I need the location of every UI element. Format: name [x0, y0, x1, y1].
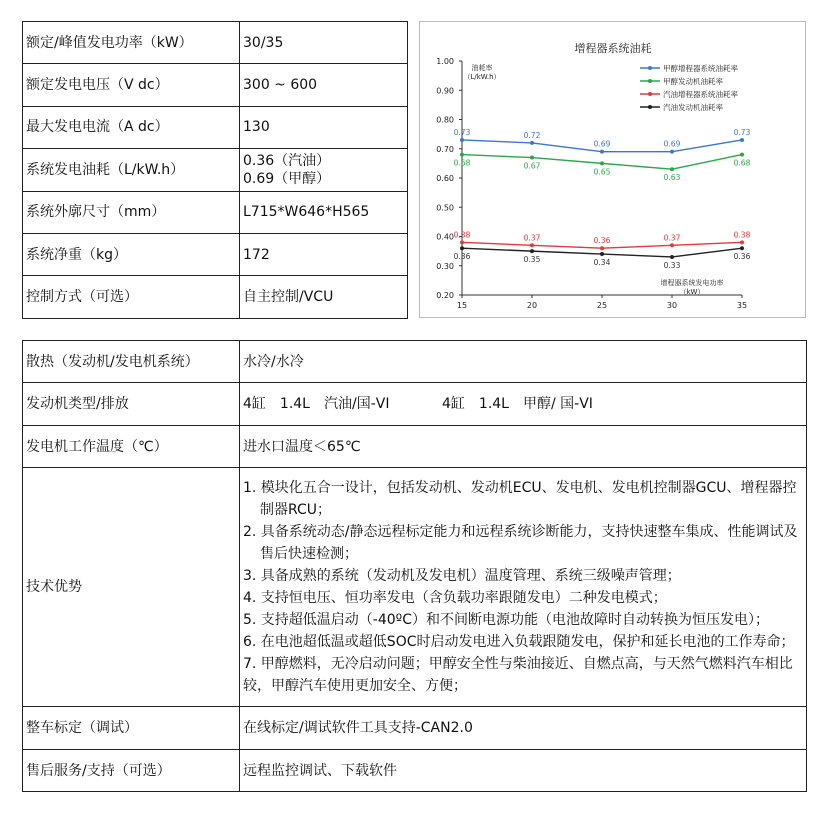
data-label: 0.36: [733, 252, 751, 262]
legend-label: 甲醇发动机油耗率: [663, 77, 723, 86]
data-point: [670, 243, 674, 247]
table-row: [23, 383, 807, 426]
spec-value: 130: [240, 106, 408, 148]
spec-key: 技术优势: [23, 468, 240, 707]
data-point: [740, 138, 744, 142]
spec-value: [240, 383, 807, 426]
spec-key: 售后服务/支持（可选）: [23, 750, 240, 792]
data-point: [740, 153, 744, 157]
data-label: 0.33: [663, 260, 681, 270]
spec-value: [240, 468, 807, 707]
data-label: 0.68: [733, 158, 751, 168]
x-tick-label: 15: [456, 301, 468, 310]
legend-marker: [648, 92, 652, 96]
data-label: 0.38: [733, 230, 751, 240]
engine-gasoline: 4缸 1.4L 汽油/国-VI: [243, 396, 390, 412]
legend-label: 甲醇增程器系统油耗率: [663, 64, 738, 73]
legend-marker: [648, 105, 652, 109]
spec-table-bottom: [22, 340, 807, 792]
data-label: 0.73: [733, 127, 751, 137]
spec-value: 在线标定/调试软件工具支持-CAN2.0: [240, 707, 807, 750]
spec-value: 300 ~ 600: [240, 64, 408, 106]
fuel-consumption-chart: [419, 21, 806, 318]
y-tick-label: 0.40: [436, 232, 454, 242]
x-tick-label: 25: [596, 301, 608, 310]
list-item: 5. 支持超低温启动（-40ºC）和不间断电源功能（电池故障时自动转换为恒压发电）；: [243, 612, 770, 628]
legend-marker: [648, 79, 652, 83]
data-label: 0.67: [523, 161, 541, 171]
spec-table-top: [22, 21, 408, 319]
data-point: [460, 153, 464, 157]
spec-value: 进水口温度＜65℃: [240, 426, 807, 468]
spec-key: 最大发电电流（A dc）: [23, 106, 240, 148]
table-row: [23, 276, 408, 318]
list-item: 7. 甲醇燃料，无冷启动问题；甲醇安全性与柴油接近、自燃点高，与天然气燃料汽车相比较，甲醇汽车使用更加安全、方便；: [243, 656, 793, 694]
data-point: [740, 240, 744, 244]
data-label: 0.73: [453, 127, 471, 137]
data-point: [670, 150, 674, 154]
y-tick-label: 0.90: [436, 86, 454, 96]
x-tick-label: 20: [526, 301, 538, 310]
chart-svg: [420, 22, 807, 319]
spec-value-line: 0.69（甲醇）: [243, 170, 331, 187]
y-tick-label: 1.00: [436, 57, 454, 66]
data-label: 0.63: [663, 173, 681, 183]
data-label: 0.68: [453, 158, 471, 168]
spec-key: 整车标定（调试）: [23, 707, 240, 750]
table-row: [23, 468, 807, 707]
y-tick-label: 0.50: [436, 203, 454, 213]
spec-value: 水冷/水冷: [240, 341, 807, 383]
data-label: 0.35: [523, 255, 541, 265]
data-label: 0.36: [453, 252, 471, 262]
table-row: [23, 191, 408, 233]
spec-key: 发电机工作温度（℃）: [23, 426, 240, 468]
data-point: [600, 150, 604, 154]
data-label: 0.69: [663, 139, 681, 149]
spec-key: 发动机类型/排放: [23, 383, 240, 426]
x-tick-label: 30: [666, 301, 678, 310]
spec-key: 系统外廓尺寸（mm）: [23, 191, 240, 233]
y-tick-label: 0.80: [436, 115, 454, 125]
spec-key: 系统净重（kg）: [23, 233, 240, 275]
data-point: [530, 243, 534, 247]
data-point: [600, 246, 604, 250]
spec-key: 系统发电油耗（L/kW.h）: [23, 149, 240, 191]
list-item: 3. 具备成熟的系统（发动机及发电机）温度管理、系统三级噪声管理；: [243, 568, 681, 584]
spec-value: 30/35: [240, 22, 408, 64]
data-point: [530, 141, 534, 145]
spec-value: 172: [240, 233, 408, 275]
data-point: [600, 252, 604, 256]
x-axis-label: （kW）: [679, 288, 705, 296]
data-label: 0.37: [523, 233, 541, 243]
spec-value: 远程监控调试、下载软件: [240, 750, 807, 792]
data-label: 0.72: [523, 130, 541, 140]
legend-marker: [648, 66, 652, 70]
spec-value-line: 0.36（汽油）: [243, 152, 331, 169]
data-point: [460, 240, 464, 244]
list-item: 4. 支持恒电压、恒功率发电（含负载功率跟随发电）二种发电模式；: [243, 590, 667, 606]
data-point: [670, 255, 674, 259]
data-label: 0.36: [593, 236, 611, 246]
y-tick-label: 0.70: [436, 144, 454, 154]
y-tick-label: 0.60: [436, 174, 454, 183]
data-label: 0.37: [663, 233, 681, 243]
y-tick-label: 0.20: [436, 291, 454, 300]
data-point: [530, 156, 534, 160]
list-item: 6. 在电池超低温或超低SOC时启动发电进入负载跟随发电，保护和延长电池的工作寿命；: [243, 634, 795, 650]
table-row: [23, 149, 408, 191]
data-label: 0.34: [593, 258, 611, 268]
table-row: [23, 106, 408, 148]
data-point: [670, 167, 674, 171]
data-label: 0.65: [593, 167, 611, 177]
chart-title: 增程器系统油耗: [574, 42, 652, 55]
chart-series: [454, 128, 751, 270]
data-point: [600, 161, 604, 165]
table-row: [23, 341, 807, 383]
table-row: [23, 426, 807, 468]
spec-key: 控制方式（可选）: [23, 276, 240, 318]
table-row: [23, 22, 408, 64]
x-axis-label: 增程器系统发电功率: [660, 279, 724, 287]
table-row: [23, 64, 408, 106]
spec-value: L715*W646*H565: [240, 191, 408, 233]
table-row: [23, 707, 807, 750]
x-tick-label: 35: [736, 301, 748, 310]
data-label: 0.38: [453, 230, 471, 240]
chart-legend: [640, 63, 738, 112]
legend-label: 汽油增程器系统油耗率: [663, 90, 738, 99]
y-axis-label: （L/kW.h）: [463, 73, 501, 81]
spec-key: 散热（发动机/发电机系统）: [23, 341, 240, 383]
legend-label: 汽油发动机油耗率: [663, 103, 723, 112]
table-row: [23, 750, 807, 792]
data-point: [460, 246, 464, 250]
data-point: [740, 246, 744, 250]
spec-value: [240, 149, 408, 191]
advantages-list: [243, 473, 806, 701]
data-point: [530, 249, 534, 253]
y-tick-label: 0.30: [436, 261, 454, 271]
spec-key: 额定发电电压（V dc）: [23, 64, 240, 106]
list-item: 1. 模块化五合一设计，包括发动机、发动机ECU、发电机、发电机控制器GCU、增程器控制器RCU；: [243, 480, 797, 518]
data-label: 0.69: [593, 139, 611, 149]
table-row: [23, 233, 408, 275]
engine-methanol: 4缸 1.4L 甲醇/ 国-VI: [442, 396, 593, 412]
spec-key: 额定/峰值发电功率（kW）: [23, 22, 240, 64]
y-axis-label: 油耗率: [471, 64, 493, 72]
list-item: 2. 具备系统动态/静态远程标定能力和远程系统诊断能力，支持快速整车集成、性能调试及售后快速检测；: [243, 524, 798, 562]
spec-value: 自主控制/VCU: [240, 276, 408, 318]
data-point: [460, 138, 464, 142]
